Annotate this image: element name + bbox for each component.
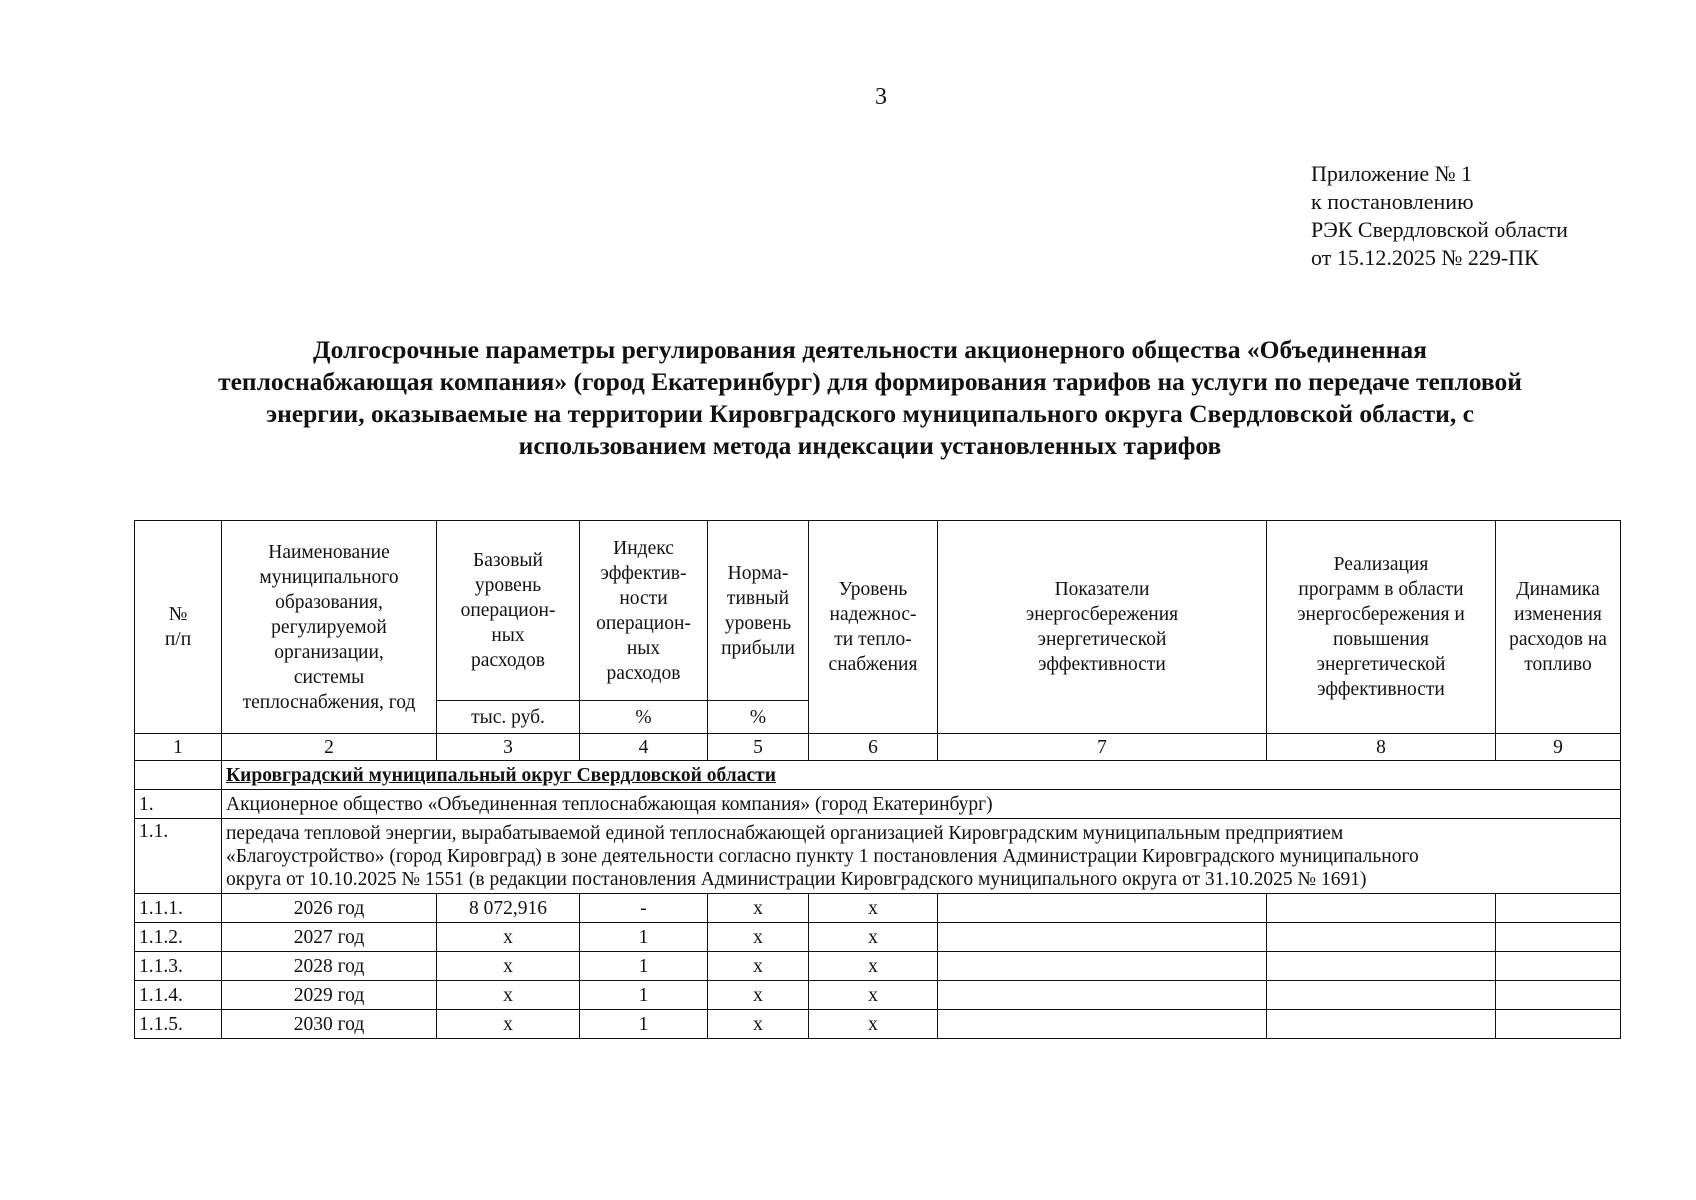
row-energy-saving	[938, 952, 1267, 981]
header-col-base-level: Базовый уровень операцион- ных расходов	[437, 521, 580, 701]
row-reliability: x	[809, 923, 938, 952]
column-number: 3	[437, 734, 580, 761]
table-row	[135, 981, 1621, 1010]
row-base-level: x	[437, 1010, 580, 1039]
row-fuel	[1496, 923, 1621, 952]
row-num: 1.1.2.	[135, 923, 222, 952]
row-programs	[1267, 894, 1496, 923]
service-num: 1.1.	[135, 819, 222, 894]
row-programs	[1267, 981, 1496, 1010]
column-number: 8	[1267, 734, 1496, 761]
column-number: 6	[809, 734, 938, 761]
title-line: использованием метода индексации установленных тарифов	[518, 431, 1222, 460]
service-row	[135, 819, 1621, 894]
header-col-programs: Реализация программ в области энергосбережения и повышения энергетической эффективности	[1267, 521, 1496, 734]
column-number: 5	[708, 734, 809, 761]
row-profit: x	[708, 952, 809, 981]
header-col-name: Наименование муниципального образования, регулируемой организации, системы теплоснабжения, год	[222, 521, 437, 734]
row-fuel	[1496, 894, 1621, 923]
row-reliability: x	[809, 894, 938, 923]
row-programs	[1267, 952, 1496, 981]
row-num: 1.1.5.	[135, 1010, 222, 1039]
header-col-num: № п/п	[135, 521, 222, 734]
row-base-level: x	[437, 952, 580, 981]
header-row	[135, 521, 1621, 701]
unit-efficiency-index: %	[580, 701, 708, 734]
parameters-table	[134, 520, 1621, 1039]
region-name: Кировградский муниципальный округ Свердловской области	[222, 761, 1621, 790]
row-reliability: x	[809, 1010, 938, 1039]
row-year: 2026 год	[222, 894, 437, 923]
row-energy-saving	[938, 894, 1267, 923]
organization-row	[135, 790, 1621, 819]
row-efficiency-index: 1	[580, 952, 708, 981]
table-row	[135, 923, 1621, 952]
row-base-level: x	[437, 981, 580, 1010]
row-efficiency-index: 1	[580, 981, 708, 1010]
row-base-level: x	[437, 923, 580, 952]
title-line: теплоснабжающая компания» (город Екатеринбург) для формирования тарифов на услуги по передаче тепловой	[218, 367, 1522, 396]
document-title	[120, 334, 1620, 462]
column-number: 9	[1496, 734, 1621, 761]
appendix-line: к постановлению	[1311, 189, 1474, 214]
row-efficiency-index: -	[580, 894, 708, 923]
header-col-fuel: Динамика изменения расходов на топливо	[1496, 521, 1621, 734]
service-description	[222, 819, 1621, 894]
row-energy-saving	[938, 923, 1267, 952]
row-reliability: x	[809, 952, 938, 981]
page-number: 3	[875, 84, 887, 110]
table-row	[135, 1010, 1621, 1039]
row-energy-saving	[938, 1010, 1267, 1039]
header-col-reliability: Уровень надежнос- ти тепло- снабжения	[809, 521, 938, 734]
column-number: 4	[580, 734, 708, 761]
row-profit: x	[708, 1010, 809, 1039]
table-row	[135, 894, 1621, 923]
region-num-cell	[135, 761, 222, 790]
appendix-line: РЭК Свердловской области	[1311, 217, 1568, 242]
title-line: энергии, оказываемые на территории Кировградского муниципального округа Свердловской области, с	[266, 399, 1474, 428]
row-profit: x	[708, 923, 809, 952]
row-efficiency-index: 1	[580, 923, 708, 952]
unit-profit: %	[708, 701, 809, 734]
unit-base-level: тыс. руб.	[437, 701, 580, 734]
row-num: 1.1.4.	[135, 981, 222, 1010]
row-reliability: x	[809, 981, 938, 1010]
row-profit: x	[708, 894, 809, 923]
organization-num: 1.	[135, 790, 222, 819]
row-num: 1.1.1.	[135, 894, 222, 923]
header-col-efficiency-index: Индекс эффектив- ности операцион- ных расходов	[580, 521, 708, 701]
column-number: 1	[135, 734, 222, 761]
header-col-energy-saving: Показатели энергосбережения энергетической эффективности	[938, 521, 1267, 734]
row-num: 1.1.3.	[135, 952, 222, 981]
title-line: Долгосрочные параметры регулирования деятельности акционерного общества «Объединенная	[313, 335, 1427, 364]
service-line: округа от 10.10.2025 № 1551 (в редакции постановления Администрации Кировградского муниципального округа от 31.10.2025 № 1691)	[226, 868, 1367, 890]
column-number: 2	[222, 734, 437, 761]
appendix-line: от 15.12.2025 № 229-ПК	[1311, 245, 1539, 270]
table-row	[135, 952, 1621, 981]
row-base-level: 8 072,916	[437, 894, 580, 923]
row-energy-saving	[938, 981, 1267, 1010]
column-numbers-row	[135, 734, 1621, 761]
service-line: «Благоустройство» (город Кировград) в зоне деятельности согласно пункту 1 постановления Администрации Кировградского муниципального	[226, 845, 1419, 867]
row-programs	[1267, 923, 1496, 952]
row-fuel	[1496, 981, 1621, 1010]
row-year: 2030 год	[222, 1010, 437, 1039]
row-efficiency-index: 1	[580, 1010, 708, 1039]
row-programs	[1267, 1010, 1496, 1039]
appendix-line: Приложение № 1	[1311, 161, 1473, 186]
region-row	[135, 761, 1621, 790]
row-year: 2027 год	[222, 923, 437, 952]
row-year: 2028 год	[222, 952, 437, 981]
column-number: 7	[938, 734, 1267, 761]
row-fuel	[1496, 1010, 1621, 1039]
row-fuel	[1496, 952, 1621, 981]
header-col-profit: Норма- тивный уровень прибыли	[708, 521, 809, 701]
organization-name: Акционерное общество «Объединенная теплоснабжающая компания» (город Екатеринбург)	[222, 790, 1621, 819]
row-year: 2029 год	[222, 981, 437, 1010]
row-profit: x	[708, 981, 809, 1010]
service-line: передача тепловой энергии, вырабатываемой единой теплоснабжающей организацией Кировградским муниципальным предприятием	[226, 822, 1344, 844]
appendix-block	[1311, 160, 1568, 272]
